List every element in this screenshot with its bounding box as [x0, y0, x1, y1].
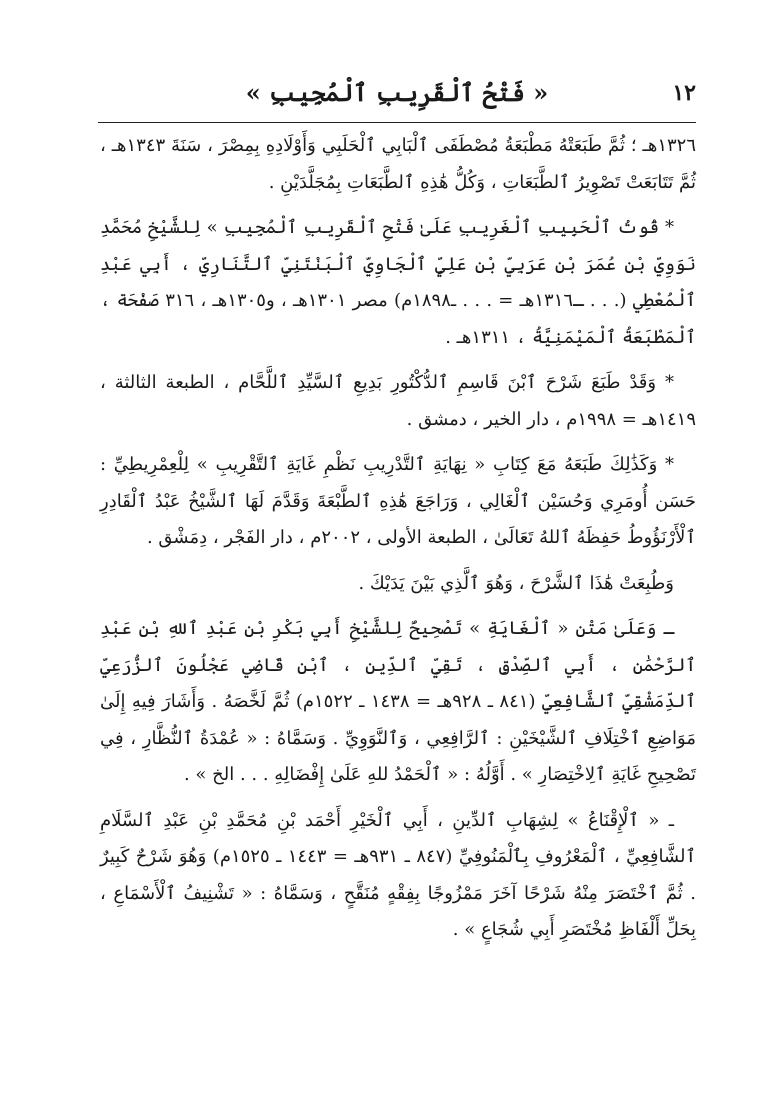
- paragraph-nihayat-al-tadrib: * وَكَذَٰلِكَ طَبَعَهُ مَعَ كِتَابِ « نِهَايَةِ ٱلتَّدْرِيبِ نَظْمِ غَايَةِ ٱلتَّقْرِيبِ » لِلْعِمْرِيطِيِّ : حَسَن أُومَرِي وَحُسَيْن ٱلْغَالِي ، وَرَاجَعَ هَٰذِهِ ٱلطَّبْعَةَ وَقَدَّمَ لَهَا ٱلشَّيْخُ عَبْدُ ٱلْقَادِرِ ٱلْأَرْنَؤُوطُ حَفِظَهُ ٱللهُ تَعَالَىٰ ، الطبعة الأولى ، ٢٠٠٢م ، دار الفَجْر ، دِمَشْق .: [100, 454, 696, 548]
- paragraph-edition-note: ١٣٢٦هـ ؛ ثُمَّ طَبَعَتْهُ مَطْبَعَةُ مُصْطَفَى ٱلْبَابِي ٱلْحَلَبِي وَأَوْلَادِهِ بِمِصْرَ ، سَنَةَ ١٣٤٣هـ ، ثُمَّ تَتَابَعَتْ تَصْوِيرُ ٱلطَّبَعَاتِ ، وَكُلُّ هَٰذِهِ ٱلطَّبَعَاتِ بِمُجَلَّدَيْنِ .: [100, 135, 696, 193]
- header-divider: [98, 122, 696, 123]
- paragraph-tashih-al-ghaya: ـ وَعَلَىٰ مَتْنِ « ٱلْغَايَةِ » تَصْحِيحٌ لِلشَّيْخِ أَبِي بَكْرِ بْنِ عَبْدِ ٱللهِ بْنِ عَبْدِ ٱلرَّحْمَٰنِ ، أَبِي ٱلصِّدْقِ ، تَقِيِّ ٱلدِّينِ ، ٱبْنِ قَاضِي عَجْلُونَ ٱلزُّرَعِيِّ ٱلدِّمَشْقِيِّ ٱلشَّافِعِيِّ (٨٤١ ـ ٩٢٨هـ = ١٤٣٨ ـ ١٥٢٢م) ثُمَّ لَخَّصَهُ . وَأَشَارَ فِيهِ إِلَىٰ مَوَاضِعِ ٱخْتِلَافِ ٱلشَّيْخَيْنِ : ٱلرَّافِعِي ، وَٱلنَّوَوِيِّ . وَسَمَّاهُ : « عُمْدَةُ ٱلنُّظَّارِ ، فِي تَصْحِيحِ غَايَةِ ٱلِاخْتِصَارِ » . أَوَّلُهُ : « ٱلْحَمْدُ للهِ عَلَىٰ إِفْضَالِهِ . . . الخ » .: [100, 618, 696, 785]
- page-header: [98, 76, 696, 116]
- paragraph-al-iqna: ـ « ٱلْإِقْنَاعُ » لِشِهَابِ ٱلدِّينِ ، أَبِي ٱلْخَيْرِ أَحْمَد بْنِ مُحَمَّدِ بْنِ عَبْدِ ٱلسَّلَامِ ٱلشَّافِعِيِّ ، ٱلْمَعْرُوفِ بِٱلْمَنُوفِيِّ (٨٤٧ ـ ٩٣١هـ = ١٤٤٣ ـ ١٥٢٥م) وَهُوَ شَرْحٌ كَبِيرٌ . ثُمَّ ٱخْتَصَرَ مِنْهُ شَرْحًا آخَرَ مَمْزُوجًا بِفِقْهٍ مُنَقَّحٍ ، وَسَمَّاهُ : « تَشْنِيفُ ٱلْأَسْمَاعِ ، بِحَلِّ أَلْفَاظِ مُخْتَصَرِ أَبِي شُجَاعٍ » .: [100, 809, 697, 940]
- page-number: ١٢: [672, 80, 696, 106]
- running-title: « فَتْحُ ٱلْقَرِيبِ ٱلْمُجِيبِ »: [245, 78, 549, 107]
- paragraph-ibn-qasim-edition: * وَقَدْ طَبَعَ شَرْحَ ٱبْنَ قَاسِمِ ٱلدُّكْتُورِ بَدِيعِ ٱلسَّيِّدِ ٱللَّحَّام ، الطبعة الثالثة ، ١٤١٩هـ = ١٩٩٨م ، دار الخير ، دمشق .: [100, 372, 696, 430]
- paragraph-qut-al-habib: * قُوتُ ٱلْحَبِيبِ ٱلْغَرِيبِ عَلَىٰ فَتْحِ ٱلْقَرِيبِ ٱلْمُجِيبِ » لِلشَّيْخِ مُحَمَّدِ نَوَوِيِّ بْنِ عُمَرَ بْنِ عَرَبِيِّ بْنِ عَلِيٍّ ٱلْجَاوِيِّ ٱلْبَنْتَنِيِّ ٱلتَّنَارِيِّ ، أَبِي عَبْدِ ٱلْمُعْطِي (. . . ـ١٣١٦هـ = . . . ـ١٨٩٨م) مصر ١٣٠١هـ ، و١٣٠٥هـ ، ٣١٦ صَفْحَة ، ٱلْمَطْبَعَةُ ٱلْمَيْمَنِيَّةُ ، ١٣١١هـ .: [100, 217, 696, 348]
- body-text: [100, 128, 696, 958]
- paragraph-this-commentary: وَطُبِعَتْ هَٰذَا ٱلشَّرْحَ ، وَهُوَ ٱلَّذِي بَيْنَ يَدَيْكَ .: [358, 572, 674, 594]
